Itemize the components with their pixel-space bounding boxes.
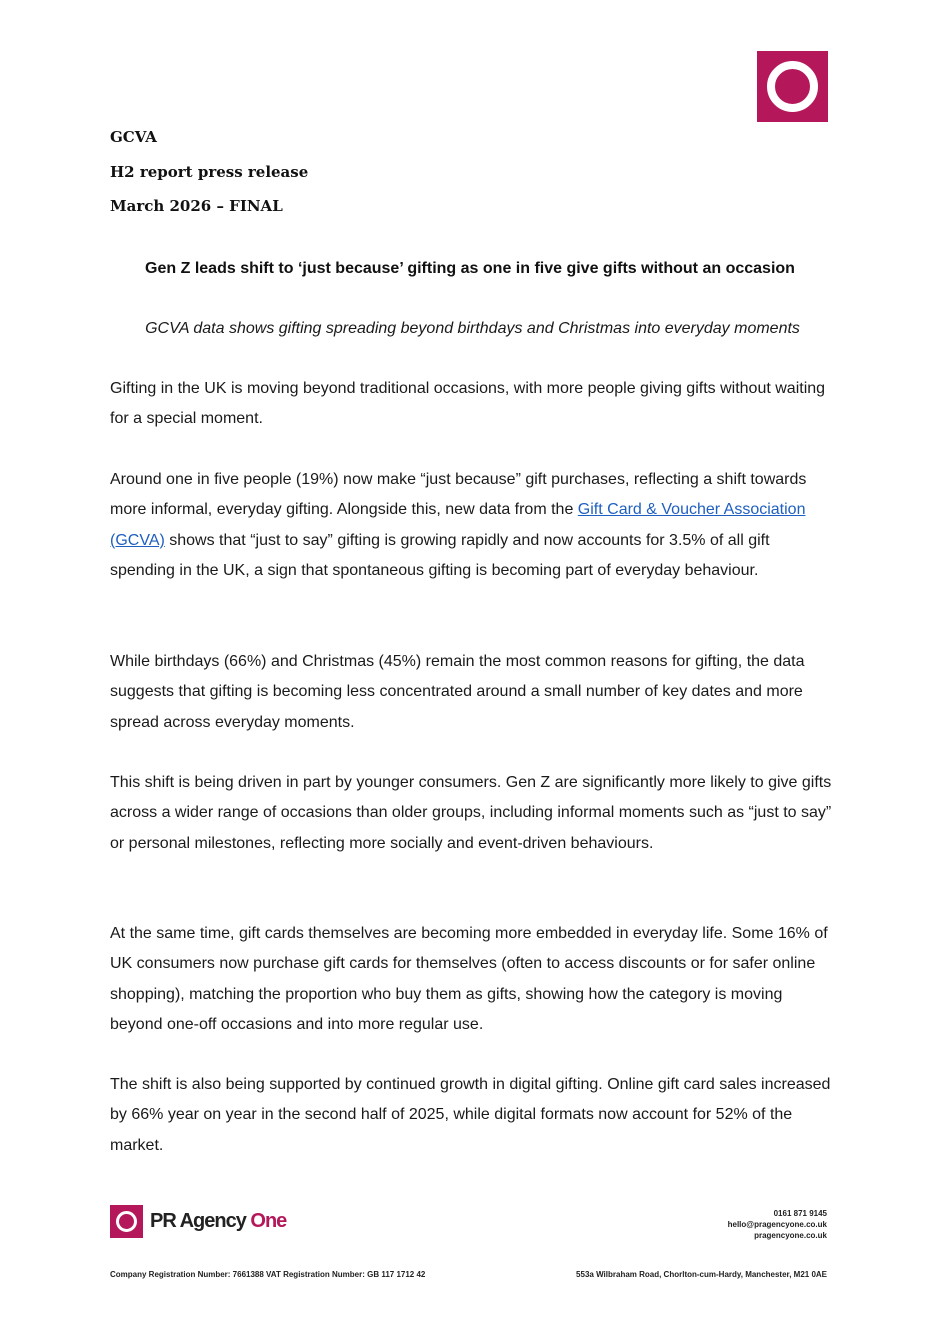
paragraph-6: The shift is also being supported by continued growth in digital gifting. Online gift card sales increased by 66% year on year in the second half of 2025, while digital formats now account for 52% of the market. bbox=[110, 1076, 831, 1154]
paragraph-2-text-b: shows that “just to say” gifting is growing rapidly and now accounts for 3.5% of all gift spending in the UK, a sign that spontaneous gifting is becoming part of everyday behaviour. bbox=[110, 531, 770, 579]
subheadline: GCVA data shows gifting spreading beyond birthdays and Christmas into everyday moments bbox=[145, 320, 800, 337]
gcva-link[interactable]: Gift Card & Voucher Association (GCVA) bbox=[110, 501, 806, 549]
phone-number: 0161 871 9145 bbox=[773, 1209, 827, 1218]
paragraph-2-text-a: Around one in five people (19%) now make “just because” gift purchases, reflecting a shift towards more informal, everyday gifting. Alongside this, new data from the bbox=[110, 471, 807, 519]
paragraph-3: While birthdays (66%) and Christmas (45%) remain the most common reasons for gifting, the data suggests that gifting is becoming less concentrated around a small number of key dates and more spread across everyday moments. bbox=[110, 653, 805, 731]
website: pragencyone.co.uk bbox=[754, 1231, 827, 1240]
headline: Gen Z leads shift to ‘just because’ gifting as one in five give gifts without an occasion bbox=[145, 260, 795, 277]
footer-logo-icon bbox=[110, 1205, 143, 1238]
paragraph-5: At the same time, gift cards themselves are becoming more embedded in everyday life. Some 16% of UK consumers now purchase gift cards for themselves (often to access discounts or for safer online shopping), matching the proportion who buy them as gifts, showing how the category is moving beyond one-off occasions and into more regular use. bbox=[110, 925, 828, 1033]
footer-brand-name: PR Agency One bbox=[150, 1209, 287, 1232]
paragraph-4: This shift is being driven in part by younger consumers. Gen Z are significantly more likely to give gifts across a wider range of occasions than older groups, including informal moments such as “just to say” or personal milestones, reflecting more socially and event-driven behaviours. bbox=[110, 774, 832, 852]
doc-type-label: H2 report press release bbox=[110, 163, 309, 181]
registration-info: Company Registration Number: 7661388 VAT Registration Number: GB 117 1712 42 bbox=[110, 1270, 426, 1279]
footer-contact bbox=[728, 1208, 827, 1241]
brand-logo-icon bbox=[757, 51, 828, 122]
date-status-label: March 2026 – FINAL bbox=[110, 197, 283, 215]
footer-logo bbox=[110, 1204, 286, 1238]
org-label: GCVA bbox=[110, 128, 157, 146]
paragraph-1: Gifting in the UK is moving beyond traditional occasions, with more people giving gifts without waiting for a special moment. bbox=[110, 380, 826, 428]
office-address: 553a Wilbraham Road, Chorlton-cum-Hardy, Manchester, M21 0AE bbox=[576, 1270, 827, 1279]
logo-ring bbox=[767, 61, 818, 112]
email-address: hello@pragencyone.co.uk bbox=[727, 1220, 827, 1229]
paragraph-2 bbox=[110, 465, 835, 586]
